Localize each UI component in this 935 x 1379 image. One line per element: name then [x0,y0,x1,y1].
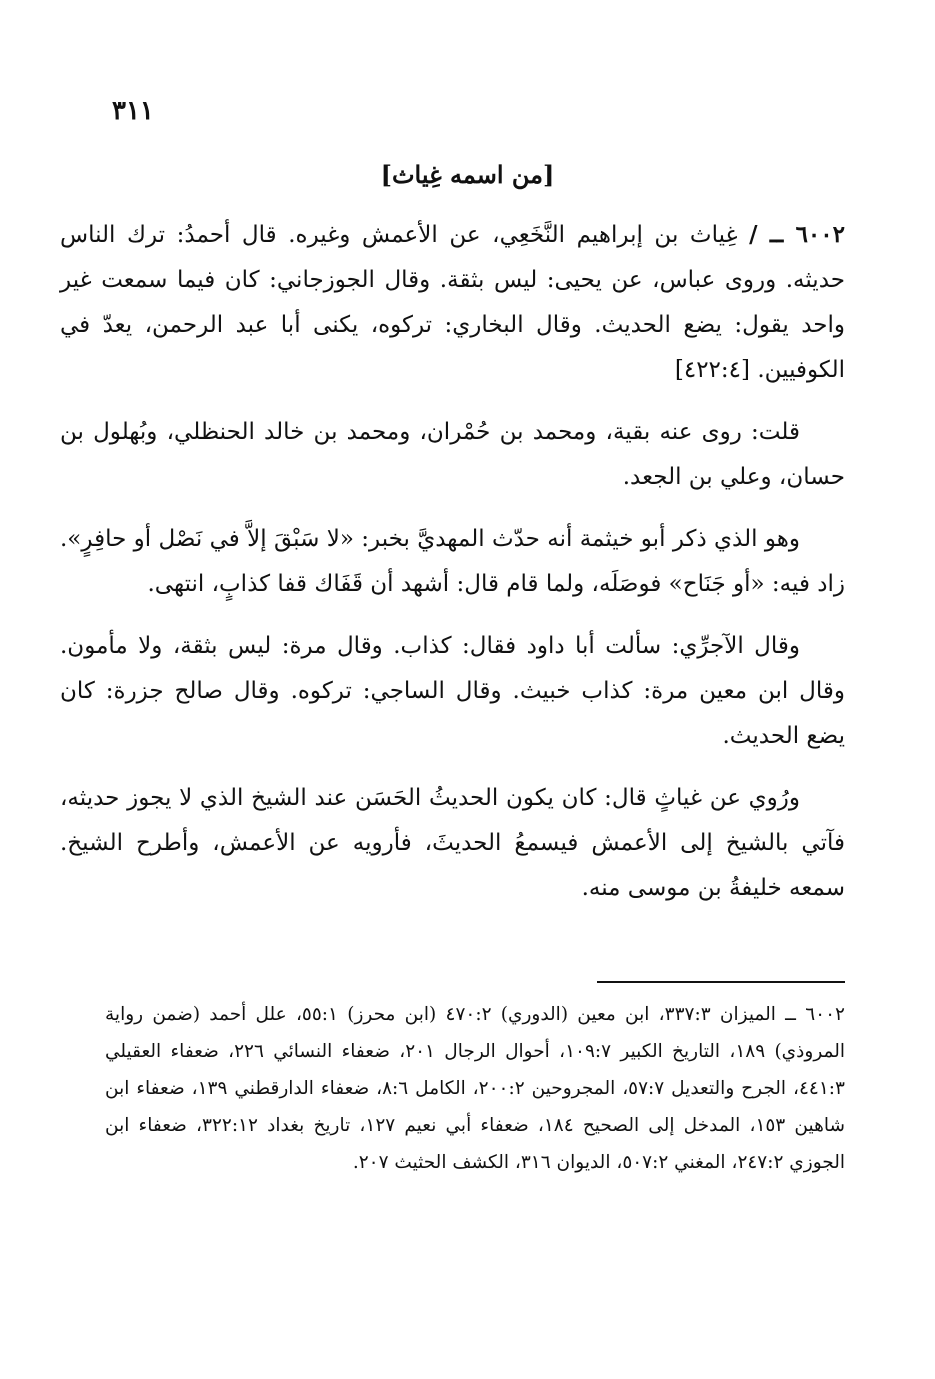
body-paragraph: وقال الآجرِّي: سألت أبا داود فقال: كذاب. وقال مرة: ليس بثقة، ولا مأمون. وقال ابن معين مرة: كذاب خبيث. وقال الساجي: تركوه. وقال صالح جزرة: كان يضع الحديث. [60,633,845,749]
footnotes [105,996,845,1181]
section-heading: [من اسمه غِياث] [380,160,555,189]
body-paragraph: وهو الذي ذكر أبو خيثمة أنه حدّث المهديَّ بخبر: «لا سَبْقَ إلاَّ في نَصْل أو حافِرٍ». زاد فيه: «أو جَنَاح» فوصَلَه، ولما قام قال: أشهد أن قَفَاك قفا كذابٍ، انتهى. [60,526,845,597]
body-paragraph: قلت: روى عنه بقية، ومحمد بن حُمْران، ومحمد بن خالد الحنظلي، وبُهلول بن حسان، وعلي بن الجعد. [60,419,845,490]
entry-paragraph [60,212,845,393]
footnote-text: ٦٠٠٢ ــ الميزان ٣٣٧:٣، ابن معين (الدوري) ٤٧٠:٢ (ابن محرز) ٥٥:١، علل أحمد (ضمن رواية المروذي) ١٨٩، التاريخ الكبير ١٠٩:٧، أحوال الرجال ٢٠١، ضعفاء النسائي ٢٢٦، ضعفاء العقيلي ٤٤١:٣، الجرح والتعديل ٥٧:٧، المجروحين ٢٠٠:٢، الكامل ٨:٦، ضعفاء الدارقطني ١٣٩، ضعفاء ابن شاهين ١٥٣، المدخل إلى الصحيح ١٨٤، ضعفاء أبي نعيم ١٢٧، تاريخ بغداد ٣٢٢:١٢، ضعفاء ابن الجوزي ٢٤٧:٢، المغني ٥٠٧:٢، الديوان ٣١٦، الكشف الحثيث ٢٠٧. [105,1004,846,1173]
entry-number: ٦٠٠٢ ــ / [749,221,845,248]
footnote-divider [597,981,845,983]
main-text [60,212,845,928]
body-paragraph: ورُوي عن غياثٍ قال: كان يكون الحديثُ الحَسَن عند الشيخ الذي لا يجوز حديثه، فآتي بالشيخ إلى الأعمش فيسمعُ الحديثَ، فأرويه عن الأعمش، وأطرح الشيخ. سمعه خليفةُ بن موسى منه. [60,785,845,901]
page-number: ٣١١ [112,96,154,126]
entry-text: غِياث بن إبراهيم النَّخَعِي، عن الأعمش وغيره. قال أحمدُ: ترك الناس حديثه. وروى عباس، عن يحيى: ليس بثقة. وقال الجوزجاني: كان فيما سمعت غير واحد يقول: يضع الحديث. وقال البخاري: تركوه، يكنى أبا عبد الرحمن، يعدّ في الكوفيين. [60,222,845,383]
volume-page-reference: [٤٢٢:٤] [674,357,750,383]
